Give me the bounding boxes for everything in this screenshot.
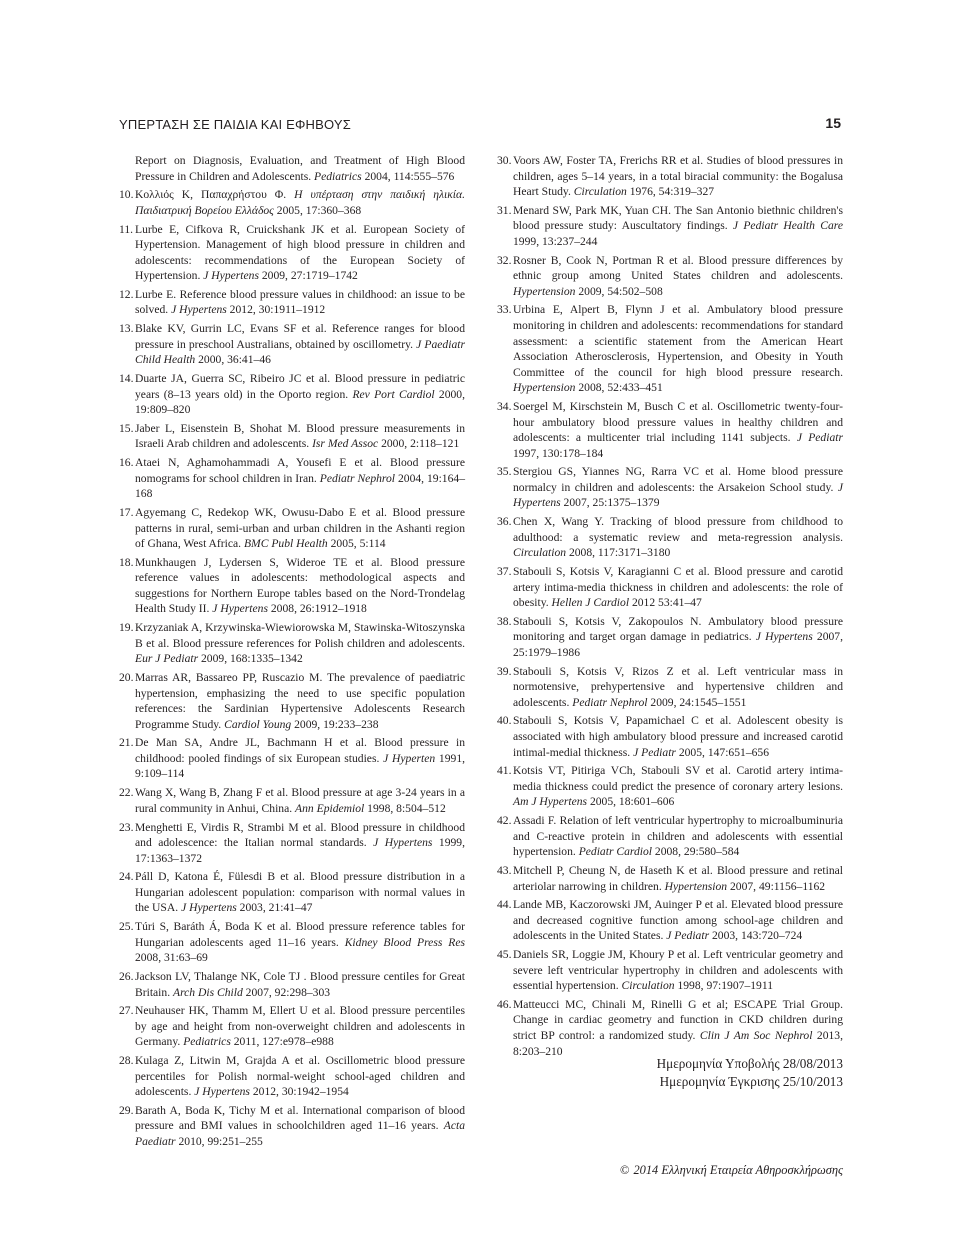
reference-journal: Circulation: [621, 979, 675, 993]
reference-number: 29.: [119, 1103, 134, 1117]
reference-text: Voors AW, Foster TA, Frerichs RR et al. Studies of blood pressures in children, ages 5–14 years, in a total biracial community: the Bogalusa Heart Study.: [513, 154, 843, 199]
reference-item: [497, 813, 843, 860]
reference-journal: Cardiol Young: [224, 717, 292, 731]
reference-text: Wang X, Wang B, Zhang F et al. Blood pressure at age 3-24 years in a rural community in Anhui, China.: [135, 786, 465, 815]
acceptance-date: Ημερομηνία Έγκρισης 25/10/2013: [659, 1074, 843, 1089]
reference-item: [119, 969, 465, 1000]
reference-item: [119, 1003, 465, 1050]
reference-journal: J Hyperten: [383, 751, 436, 765]
reference-citation: 2012, 30:1942–1954: [249, 1085, 349, 1099]
reference-item: [119, 919, 465, 966]
reference-item: [119, 187, 465, 218]
reference-item: [119, 222, 465, 284]
reference-number: 35.: [497, 465, 512, 479]
reference-citation: 2009, 24:1545–1551: [647, 695, 747, 709]
references-right-column: [497, 153, 843, 1062]
page-number: 15: [825, 115, 841, 131]
reference-item: [497, 253, 843, 300]
reference-journal: Η υπέρταση στην παιδική ηλικία. Παιδιατρική Βορείου Ελλάδος: [135, 188, 465, 217]
reference-text: Krzyzaniak A, Krzywinska-Wiewiorowska M, Stawinska-Witoszynska B et al. Blood pressure references for Polish children and adolescents.: [135, 621, 465, 650]
copyright-text: 2014 Ελληνική Εταιρεία Αθηροσκλήρωσης: [633, 1163, 843, 1177]
reference-citation: 2009, 27:1719–1742: [258, 269, 358, 283]
reference-citation: 2005, 5:114: [327, 537, 386, 551]
reference-text: Marras AR, Bassareo PP, Ruscazio M. The prevalence of paediatric hypertension, emphasizing the need to use specific population references: the Sardinian Hypertensive Adolescents Research Programme Study.: [135, 671, 465, 731]
reference-text: Urbina E, Alpert B, Flynn J et al. Ambulatory blood pressure monitoring in children and adolescents: recommendations for standard assessment: a scientific statement from the American Heart Association Atherosclerosis, Hypertension, and Obesity in Youth Committee of the council for high blood pressure research.: [513, 303, 843, 379]
reference-text: Munkhaugen J, Lydersen S, Wideroe TE et al. Blood pressure reference values in adolescents: methodological aspects and suggestions for Northern Europe tables based on the Nord-Trondelag Health Study II.: [135, 555, 465, 616]
reference-journal: Rev Port Cardiol: [352, 387, 435, 401]
reference-journal: Ann Epidemiol: [295, 801, 365, 815]
reference-item: [119, 1103, 465, 1150]
reference-citation: 1999, 13:237–244: [513, 234, 598, 248]
reference-journal: Am J Hypertens: [513, 795, 588, 809]
reference-text: Páll D, Katona É, Fülesdi B et al. Blood pressure distribution in a Hungarian adolescent population: comparison with normal values in the USA.: [135, 870, 465, 915]
reference-number: 36.: [497, 515, 512, 529]
reference-text: Daniels SR, Loggie JM, Khoury P et al. Left ventricular geometry and severe left ventricular hypertrophy in children and adolescents with essential hypertension.: [513, 948, 843, 993]
reference-number: 41.: [497, 764, 512, 778]
reference-journal: J Hypertens: [194, 1085, 250, 1099]
reference-journal: J Hypertens: [513, 480, 843, 510]
reference-citation: 1991, 9:109–114: [135, 751, 466, 781]
reference-text: Jackson LV, Thalange NK, Cole TJ . Blood pressure centiles for Great Britain.: [135, 969, 465, 999]
reference-number: 10.: [119, 188, 134, 202]
reference-text: Soergel M, Kirschstein M, Busch C et al. Oscillometric twenty-four-hour ambulatory blood pressure values in healthy children and adolescents: a multicenter trial including 1141 subjects.: [513, 399, 843, 445]
reference-number: 24.: [119, 870, 134, 884]
reference-citation: 2011, 127:e978–e988: [230, 1035, 334, 1049]
reference-citation: 2004, 114:555–576: [361, 169, 455, 183]
reference-number: 34.: [497, 399, 512, 413]
reference-text: Kulaga Z, Litwin M, Grajda A et al. Oscillometric blood pressure percentiles for Polish normal-weight school-aged children and adolescents.: [135, 1054, 465, 1099]
submission-date: Ημερομηνία Υποβολής 28/08/2013: [656, 1056, 843, 1071]
reference-journal: Arch Dis Child: [173, 985, 243, 999]
reference-journal: Hypertension: [664, 879, 728, 893]
reference-citation: 2010, 99:251–255: [175, 1135, 263, 1149]
reference-text: Lande MB, Kaczorowski JM, Auinger P et al. Elevated blood pressure and decreased cognitive function among school-age children and adolescents in the United States.: [513, 898, 843, 943]
reference-text: Barath A, Boda K, Tichy M et al. International comparison of blood pressure and BMI values in schoolchildren aged 11–16 years.: [135, 1103, 465, 1133]
reference-item: [497, 763, 843, 810]
reference-text: Duarte JA, Guerra SC, Ribeiro JC et al. Blood pressure in pediatric years (8–13 years old) in the Oporto region.: [135, 372, 465, 401]
reference-number: 26.: [119, 969, 134, 983]
reference-text: Assadi F. Relation of left ventricular hypertrophy to microalbuminuria and C-reactive protein in children and adolescents with essential hypertension.: [513, 814, 843, 859]
copyright-notice: [620, 1163, 843, 1178]
reference-number: 23.: [119, 820, 134, 834]
reference-item: [119, 785, 465, 816]
reference-number: 45.: [497, 948, 512, 962]
reference-number: 46.: [497, 997, 512, 1011]
reference-text: Kotsis VT, Pitiriga VCh, Stabouli SV et al. Carotid artery intima-media thickness could predict the presence of coronary artery lesions.: [513, 764, 843, 793]
reference-text: De Man SA, Andre JL, Bachmann H et al. Blood pressure in childhood: pooled findings of six European studies.: [135, 736, 465, 765]
copyright-symbol: ©: [620, 1163, 630, 1177]
reference-citation: 2008, 52:433–451: [575, 381, 663, 395]
reference-number: 15.: [119, 421, 134, 435]
reference-number: 27.: [119, 1004, 134, 1018]
reference-number: 32.: [497, 253, 512, 267]
reference-citation: 2000, 19:809–820: [135, 387, 466, 417]
reference-journal: Pediatr Nephrol: [319, 471, 396, 485]
reference-text: Blake KV, Gurrin LC, Evans SF et al. Reference ranges for blood pressure in preschool Australians, obtained by oscillometry.: [135, 322, 465, 351]
reference-citation: 2007, 25:1375–1379: [560, 496, 660, 510]
reference-number: 13.: [119, 322, 134, 336]
reference-citation: 1997, 130:178–184: [513, 446, 604, 460]
reference-item: [497, 863, 843, 894]
reference-number: 11.: [119, 222, 134, 236]
reference-number: 39.: [497, 664, 512, 678]
reference-text: Menghetti E, Virdis R, Strambi M et al. Blood pressure in childhood and adolescence: the Italian normal standards.: [135, 820, 465, 850]
reference-item: [497, 514, 843, 561]
reference-item: [119, 735, 465, 782]
reference-citation: 2005, 147:651–656: [675, 745, 770, 759]
reference-citation: 2005, 17:360–368: [273, 203, 362, 217]
reference-item: [119, 287, 465, 318]
reference-number: 14.: [119, 372, 134, 386]
reference-citation: 2005, 18:601–606: [587, 795, 675, 809]
reference-citation: 1998, 97:1907–1911: [674, 979, 774, 993]
reference-number: 22.: [119, 786, 134, 800]
reference-citation: 1998, 8:504–512: [364, 801, 446, 815]
reference-text: Κολλιός Κ, Παπαχρήστου Φ.: [135, 188, 295, 202]
reference-journal: J Hypertens: [171, 303, 227, 317]
reference-number: 44.: [497, 898, 512, 912]
reference-journal: J Pediatr: [633, 745, 676, 759]
reference-journal: J Pediatr Health Care: [732, 219, 843, 233]
reference-journal: Circulation: [573, 185, 627, 199]
reference-item: [497, 897, 843, 944]
reference-item: [119, 371, 465, 418]
reference-citation: 1976, 54:319–327: [626, 185, 715, 199]
reference-text: Jaber L, Eisenstein B, Shohat M. Blood pressure measurements in Israeli Arab children and adolescents.: [135, 421, 465, 451]
reference-item: [497, 399, 843, 461]
reference-number: 42.: [497, 814, 512, 828]
reference-number: 28.: [119, 1054, 134, 1068]
references-left-column: [119, 153, 465, 1153]
reference-text: Stabouli S, Kotsis V, Karagianni C et al. Blood pressure and carotid artery intima-media thickness in children and adolescents: the role of obesity.: [513, 564, 843, 610]
reference-text: Stabouli S, Kotsis V, Papamichael C et al. Adolescent obesity is associated with high ambulatory blood pressure and increased carotid intimal-medial thickness.: [513, 714, 843, 759]
reference-citation: 2007, 92:298–303: [242, 985, 331, 999]
reference-citation: 2009, 168:1335–1342: [198, 652, 303, 666]
reference-item: [119, 421, 465, 452]
reference-number: 40.: [497, 714, 512, 728]
reference-number: 31.: [497, 203, 512, 217]
reference-journal: Eur J Pediatr: [135, 652, 199, 666]
reference-text: Lurbe E, Cifkova R, Cruickshank JK et al. European Society of Hypertension. Management of high blood pressure in children and adolescents: recommendations of the European Society of Hypertension.: [135, 222, 465, 283]
reference-item: [119, 455, 465, 502]
reference-citation: 2009, 54:502–508: [575, 284, 663, 298]
reference-number: 25.: [119, 920, 134, 934]
reference-text: Ataei N, Aghamohammadi A, Yousefi E et al. Blood pressure nomograms for school children in Iran.: [135, 456, 465, 485]
reference-number: 38.: [497, 614, 512, 628]
reference-journal: Acta Paediatr: [135, 1119, 465, 1149]
reference-text: Stabouli S, Kotsis V, Rizos Z et al. Left ventricular mass in normotensive, prehypertensive and hypertensive children and adolescents.: [513, 664, 843, 709]
reference-journal: Isr Med Assoc: [312, 437, 379, 451]
article-dates: [657, 1055, 843, 1091]
reference-item: [497, 464, 843, 511]
reference-item: [497, 614, 843, 661]
reference-journal: Pediatr Nephrol: [572, 695, 648, 709]
reference-number: 33.: [497, 303, 512, 317]
reference-journal: BMC Publ Health: [243, 537, 328, 551]
reference-journal: Hypertension: [513, 381, 576, 395]
reference-journal: J Hypertens: [181, 901, 237, 915]
reference-number: 21.: [119, 736, 134, 750]
running-title: ΥΠΕΡΤΑΣΗ ΣΕ ΠΑΙΔΙΑ ΚΑΙ ΕΦΗΒΟΥΣ: [119, 117, 352, 132]
reference-number: 30.: [497, 154, 512, 167]
reference-citation: 2008, 26:1912–1918: [267, 602, 367, 616]
reference-journal: Kidney Blood Press Res: [344, 935, 465, 949]
reference-citation: 2008, 117:3171–3180: [566, 546, 671, 560]
reference-number: 19.: [119, 621, 134, 635]
reference-citation: 2000, 2:118–121: [378, 437, 460, 451]
reference-item: [119, 321, 465, 368]
reference-item: [119, 670, 465, 732]
reference-journal: J Hypertens: [212, 602, 268, 616]
reference-item: [119, 869, 465, 916]
reference-text: Report on Diagnosis, Evaluation, and Treatment of High Blood Pressure in Children and Adolescents.: [135, 154, 465, 183]
reference-journal: J Hypertens: [203, 269, 259, 283]
reference-text: Lurbe E. Reference blood pressure values in childhood: an issue to be solved.: [135, 287, 465, 317]
reference-number: 16.: [119, 456, 134, 470]
reference-citation: 2004, 19:164–168: [135, 471, 465, 501]
reference-journal: J Paediatr Child Health: [135, 337, 465, 367]
reference-citation: 2003, 143:720–724: [709, 929, 803, 943]
reference-citation: 2003, 21:41–47: [236, 901, 313, 915]
reference-citation: 2007, 25:1979–1986: [513, 630, 843, 659]
reference-journal: J Pediatr: [666, 929, 710, 943]
reference-journal: Hypertension: [513, 284, 576, 298]
reference-text: Mitchell P, Cheung N, de Haseth K et al. Blood pressure and retinal arteriolar narrowing in children.: [513, 863, 843, 893]
reference-journal: Pediatrics: [314, 169, 362, 183]
reference-item: [497, 153, 843, 200]
reference-item: [119, 153, 465, 184]
reference-item: [497, 713, 843, 760]
reference-item: [119, 1053, 465, 1100]
reference-journal: J Hypertens: [373, 836, 433, 850]
reference-text: Neuhauser HK, Thamm M, Ellert U et al. Blood pressure percentiles by age and height from non-overweight children and adolescents in Germany.: [135, 1004, 465, 1049]
reference-item: [497, 302, 843, 395]
reference-citation: 2007, 49:1156–1162: [727, 879, 826, 893]
reference-text: Stabouli S, Kotsis V, Zakopoulos N. Ambulatory blood pressure monitoring and target organ damage in pediatrics.: [513, 614, 843, 644]
reference-text: Chen X, Wang Y. Tracking of blood pressure from childhood to adulthood: a systematic review and meta-regression analysis.: [513, 515, 843, 544]
reference-text: Stergiou GS, Yiannes NG, Rarra VC et al. Home blood pressure normalcy in children and adolescents: the Arsakeion School study.: [513, 465, 843, 494]
reference-citation: 2013, 8:203–210: [513, 1028, 844, 1058]
reference-citation: 2012, 30:1911–1912: [226, 303, 326, 317]
reference-item: [119, 505, 465, 552]
reference-citation: 2012 53:41–47: [629, 596, 702, 610]
reference-text: Agyemang C, Redekop WK, Owusu-Dabo E et al. Blood pressure patterns in rural, semi-urban and urban children in the Ashanti region of Ghana, West Africa.: [135, 505, 465, 551]
reference-text: Menard SW, Park MK, Yuan CH. The San Antonio biethnic children's blood pressure study: Auscultatory findings.: [513, 203, 843, 233]
reference-journal: Hellen J Cardiol: [551, 596, 630, 610]
reference-citation: 2008, 29:580–584: [652, 845, 740, 859]
reference-number: 12.: [119, 287, 134, 301]
reference-citation: 2009, 19:233–238: [291, 717, 379, 731]
reference-item: [119, 820, 465, 867]
reference-number: 20.: [119, 671, 134, 685]
reference-number: 17.: [119, 505, 134, 519]
reference-citation: 2000, 36:41–46: [195, 353, 271, 367]
reference-journal: J Hypertens: [755, 630, 813, 644]
reference-journal: J Pediatr: [796, 431, 843, 445]
reference-number: 37.: [497, 564, 512, 578]
reference-journal: Circulation: [513, 546, 567, 560]
reference-number: 18.: [119, 555, 134, 569]
reference-journal: Pediatrics: [183, 1035, 231, 1049]
reference-journal: Clin J Am Soc Nephrol: [699, 1028, 813, 1042]
reference-item: [497, 997, 843, 1059]
reference-item: [497, 564, 843, 611]
reference-item: [119, 555, 465, 617]
reference-item: [119, 620, 465, 667]
reference-item: [497, 203, 843, 250]
reference-journal: Pediatr Cardiol: [578, 845, 653, 859]
reference-text: Rosner B, Cook N, Portman R et al. Blood pressure differences by ethnic group among United States children and adolescents.: [513, 253, 843, 283]
reference-text: Túri S, Baráth Á, Boda K et al. Blood pressure reference tables for Hungarian adolescents aged 11–16 years.: [135, 920, 465, 949]
reference-text: Matteucci MC, Chinali M, Rinelli G et al; ESCAPE Trial Group. Change in cardiac geometry and function in CKD children during strict BP control: a randomized study.: [513, 997, 843, 1042]
reference-citation: 1999, 17:1363–1372: [135, 836, 466, 865]
reference-number: 43.: [497, 863, 512, 877]
reference-item: [497, 664, 843, 711]
reference-citation: 2008, 31:63–69: [135, 951, 208, 965]
reference-item: [497, 947, 843, 994]
